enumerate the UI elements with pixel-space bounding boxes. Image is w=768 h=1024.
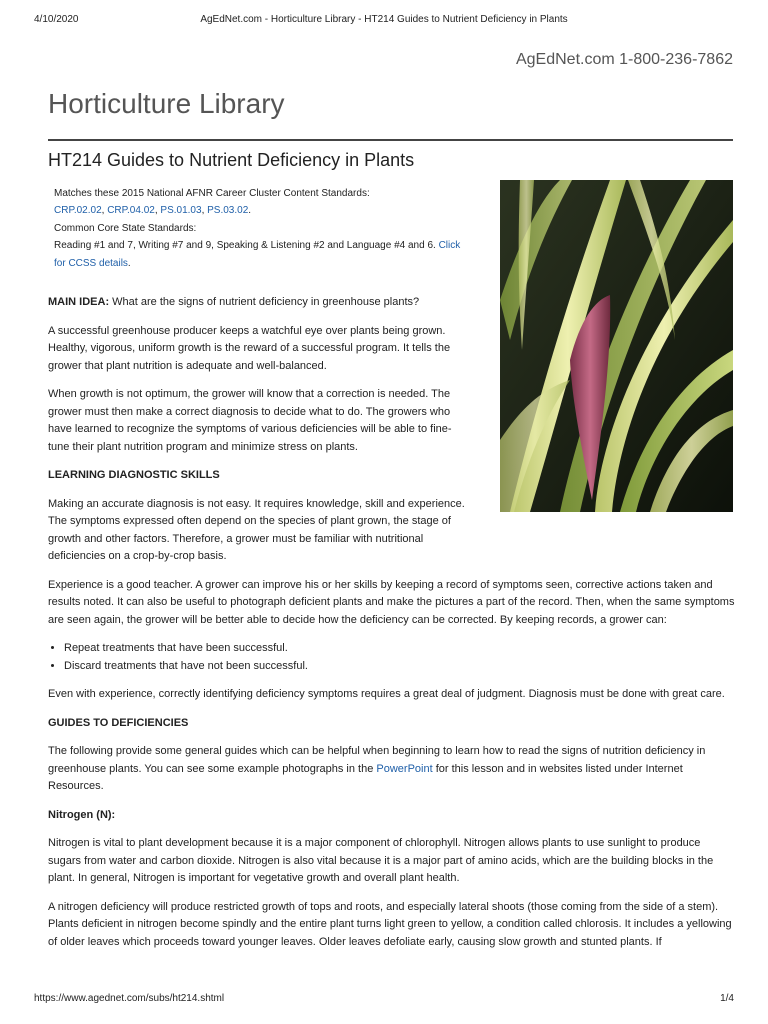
afnr-standards-label: Matches these 2015 National AFNR Career Cluster Content Standards: bbox=[54, 188, 370, 199]
powerpoint-link[interactable]: PowerPoint bbox=[376, 762, 433, 775]
standards-block bbox=[54, 185, 486, 272]
standard-link-crp-02-02[interactable]: CRP.02.02 bbox=[54, 205, 102, 217]
print-footer bbox=[34, 993, 734, 1007]
ccss-details-link-part2[interactable]: for CCSS details bbox=[54, 257, 128, 269]
print-page-title: AgEdNet.com - Horticulture Library - HT214 Guides to Nutrient Deficiency in Plants bbox=[200, 14, 568, 25]
print-header bbox=[34, 14, 734, 28]
ccss-text: Reading #1 and 7, Writing #7 and 9, Speaking & Listening #2 and Language #4 and 6. Click bbox=[54, 240, 461, 252]
paragraph-intro: A successful greenhouse producer keeps a watchful eye over plants being grown. Healthy, vigorous, uniform growth is the reward of a successful program. It tells the grower that plant nutrition is adequate and well-balanced. bbox=[48, 324, 451, 372]
standard-link-ps-01-03[interactable]: PS.01.03 bbox=[160, 205, 202, 217]
list-item: • Repeat treatments that have been successful. bbox=[64, 640, 736, 658]
print-page-number: 1/4 bbox=[720, 993, 734, 1004]
treatment-list bbox=[48, 640, 736, 675]
section-heading-guides: GUIDES TO DEFICIENCIES bbox=[48, 716, 189, 729]
paragraph-diagnosis: Making an accurate diagnosis is not easy. It requires knowledge, skill and experience. The symptoms expressed often depend on the species of plant grown, the stage of growth and other factors. Therefore, a grower must be familiar with nutritional deficiencies on a crop-by-crop basis. bbox=[48, 497, 465, 562]
brand-phone-line: AgEdNet.com 1-800-236-7862 bbox=[515, 51, 733, 68]
title-divider bbox=[48, 139, 733, 141]
lesson-title: HT214 Guides to Nutrient Deficiency in Plants bbox=[48, 150, 415, 170]
section-heading-nitrogen: Nitrogen (N): bbox=[48, 808, 116, 821]
standard-link-crp-04-02[interactable]: CRP.04.02 bbox=[107, 205, 155, 217]
list-item: • Discard treatments that have not been successful. bbox=[64, 658, 736, 676]
main-idea: MAIN IDEA: What are the signs of nutrient deficiency in greenhouse plants? bbox=[48, 296, 420, 308]
paragraph-experience: Experience is a good teacher. A grower can improve his or her skills by keeping a record of symptoms seen, corrective actions taken and results noted. It can also be useful to photograph deficient plants and make the pictures a part of the record. Then, when the same symptoms are seen again, the grower will be better able to decide how the deficiency can be corrected. By keeping records, a grower can: bbox=[48, 578, 735, 626]
article-body bbox=[48, 294, 736, 962]
section-heading-learning: LEARNING DIAGNOSTIC SKILLS bbox=[48, 469, 220, 481]
paragraph-judgment: Even with experience, correctly identifying deficiency symptoms requires a great deal of judgment. Diagnosis must be done with great care. bbox=[48, 688, 725, 700]
paragraph-nitrogen-role: Nitrogen is vital to plant development because it is a major component of chlorophyll. Nitrogen allows plants to use sunlight to produce sugars from water and carbon dioxide. Nitrogen is also vital because it is a major part of amino acids, which are the building blocks in the plant. In general, Nitrogen is important for vegetative growth and overall plant health. bbox=[48, 837, 714, 884]
print-url: https://www.agednet.com/subs/ht214.shtml bbox=[34, 993, 225, 1004]
paragraph-guides: The following provide some general guides which can be helpful when beginning to learn how to read the signs of nutrition deficiency in greenhouse plants. You can see some example photographs in the PowerPoint for this lesson and in websites listed under Internet Resources. bbox=[48, 745, 706, 792]
main-idea-label: MAIN IDEA: bbox=[48, 296, 110, 308]
afnr-standards-codes: CRP.02.02, CRP.04.02, PS.01.03, PS.03.02. bbox=[54, 205, 252, 217]
standard-link-ps-03-02[interactable]: PS.03.02 bbox=[207, 205, 249, 217]
paragraph-nitrogen-deficiency: A nitrogen deficiency will produce restricted growth of tops and roots, and especially lateral shoots (those coming from the side of a stem). Plants deficient in nitrogen become spindly and the entire plant turns light green to yellow, a condition called chlorosis. It includes a yellowing of older leaves which proceeds toward younger leaves. Older leaves defoliate early, causing slow growth and stunted plants. If bbox=[48, 900, 732, 948]
print-date: 4/10/2020 bbox=[34, 14, 79, 25]
paragraph-correction: When growth is not optimum, the grower will know that a correction is needed. The grower must then make a correct diagnosis to decide what to do. The growers who have learned to recognize the symptoms of various deficiencies will be able to fine-tune their plant nutrition program and minimize stress on plants. bbox=[48, 388, 452, 453]
ccss-details-link-part1[interactable]: Click bbox=[438, 240, 461, 252]
library-title: Horticulture Library bbox=[48, 88, 285, 119]
ccss-label: Common Core State Standards: bbox=[54, 222, 197, 234]
ccss-text-cont: for CCSS details. bbox=[54, 257, 131, 269]
